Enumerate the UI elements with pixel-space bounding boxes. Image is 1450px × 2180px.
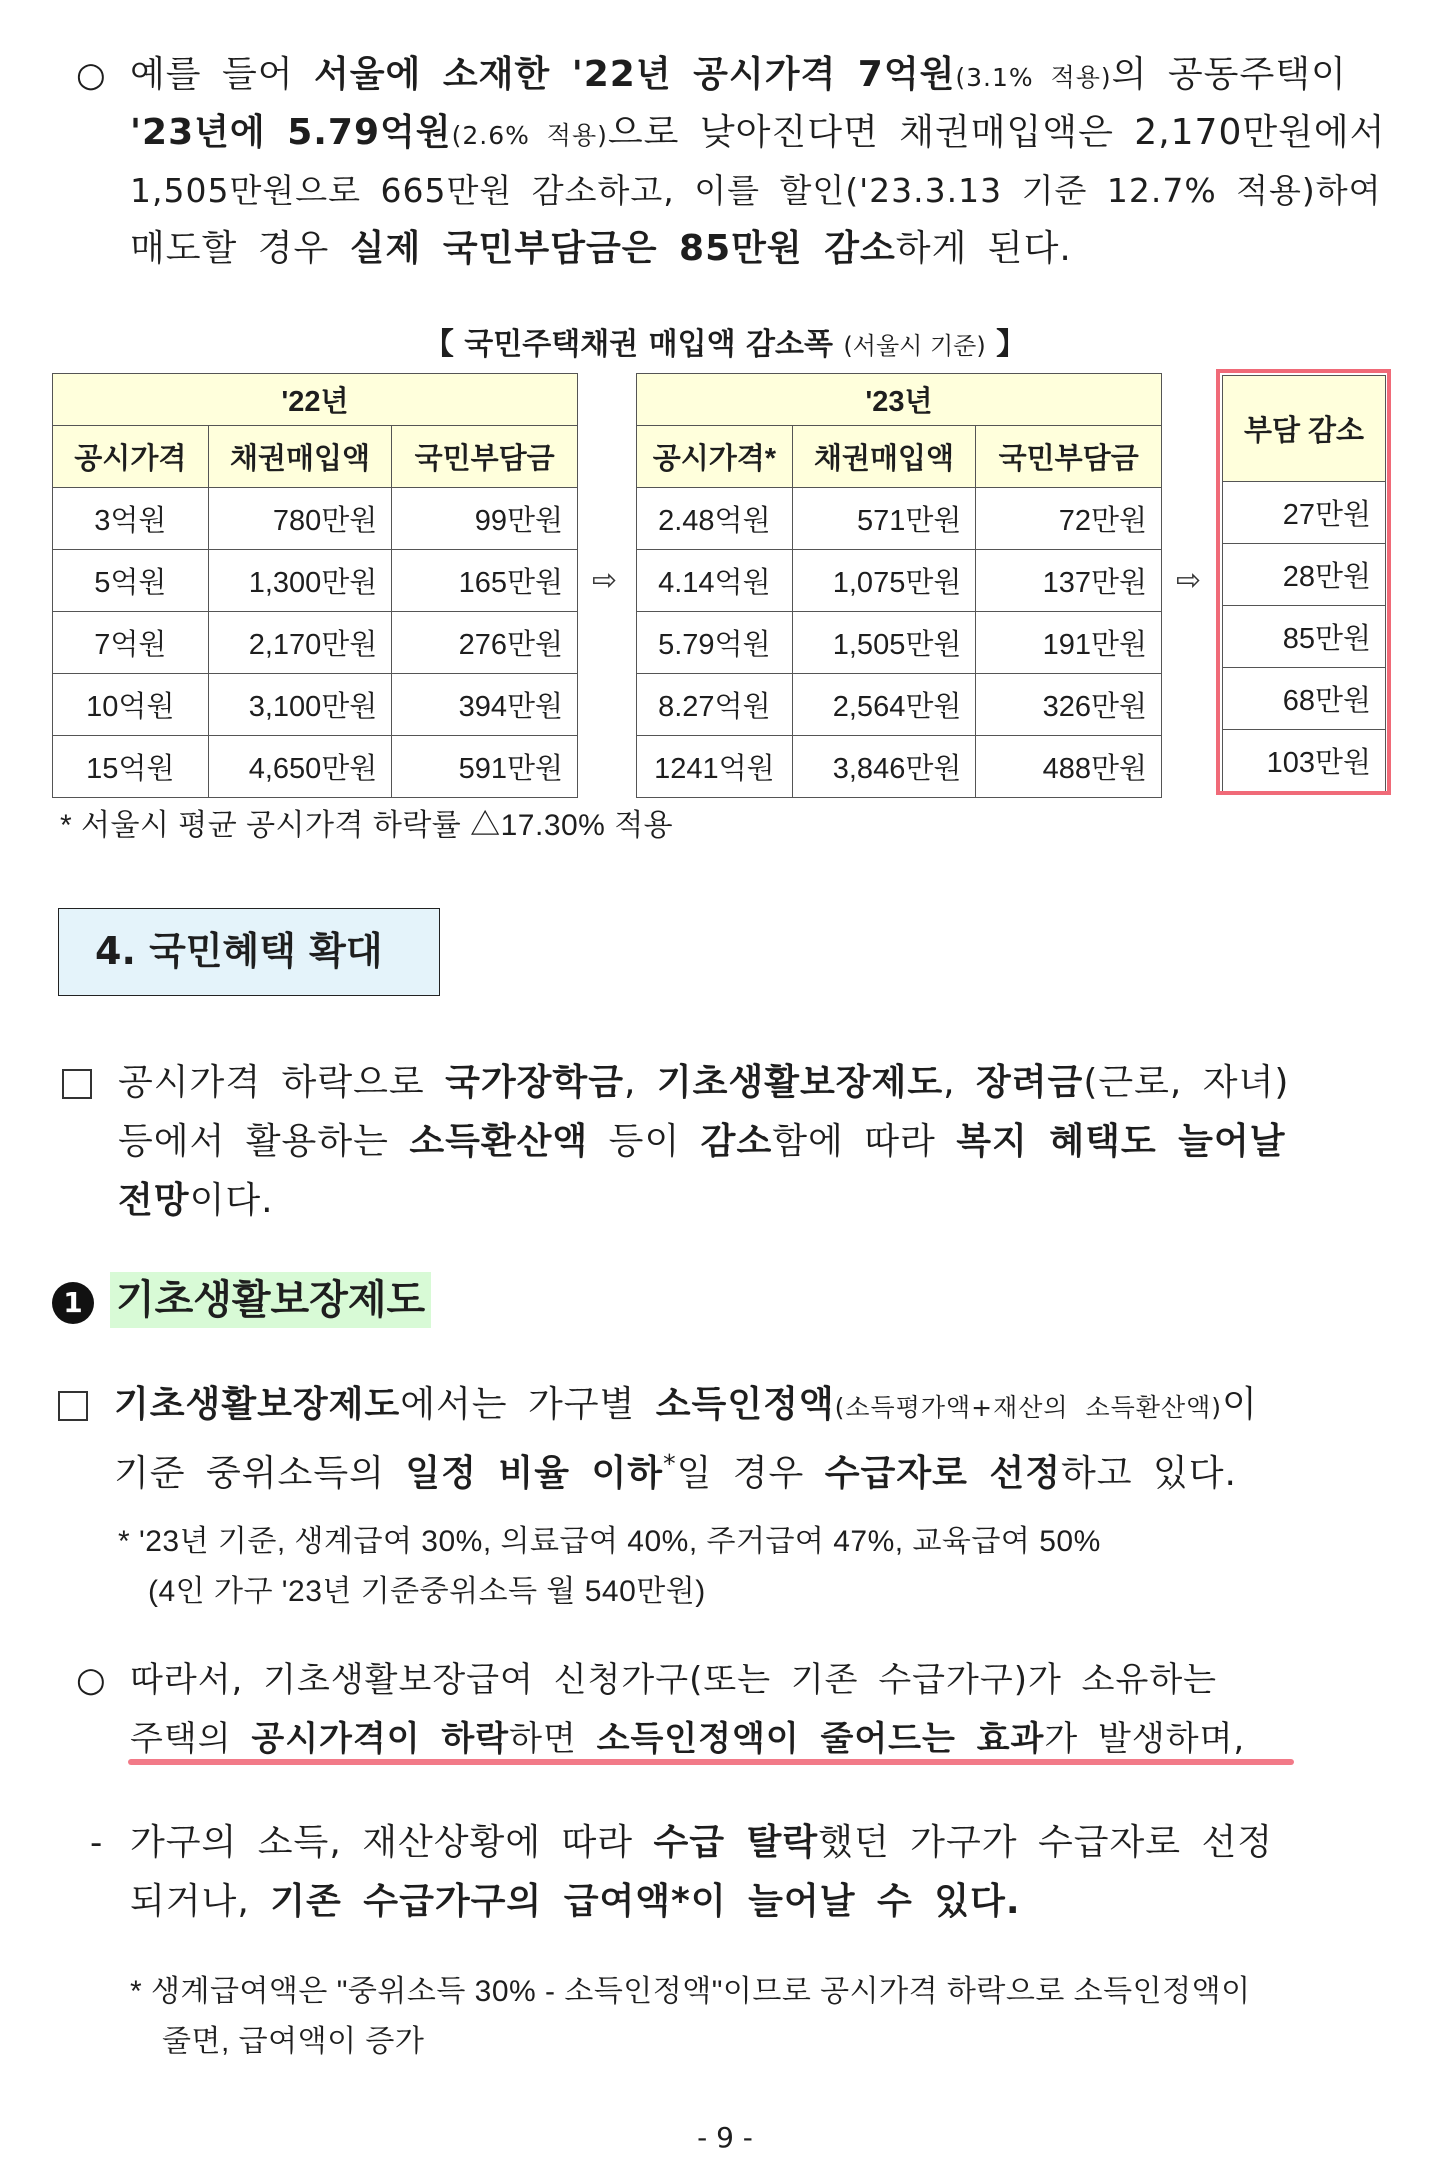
text: 이다.	[189, 1180, 274, 1221]
table-row	[53, 612, 578, 674]
para2-note-1: * '23년 기준, 생계급여 30%, 의료급여 40%, 주거급여 47%, 교육급여 50%	[118, 1525, 1101, 1558]
circle-bullet: ○	[76, 1660, 106, 1700]
asterisk: *	[663, 1449, 677, 1478]
cell: 68만원	[1223, 668, 1386, 730]
para2-line-1	[114, 1380, 1258, 1433]
small-text: (3.1% 적용)	[955, 63, 1112, 92]
subsection-title: 기초생활보장제도	[110, 1272, 431, 1328]
text: ,	[943, 1062, 976, 1103]
caption-subtitle: (서울시 기준)	[843, 332, 986, 360]
cell: 276만원	[392, 612, 578, 674]
para2-note-2: (4인 가구 '23년 기준중위소득 월 540만원)	[148, 1575, 706, 1608]
section-title: 4. 국민혜택 확대	[58, 908, 440, 996]
text: 주택의	[130, 1719, 252, 1759]
col-header: 채권매입액	[792, 426, 976, 488]
bold-text: '23년에 5.79억원	[130, 112, 452, 153]
intro-line-3: 1,505만원으로 665만원 감소하고, 이를 할인('23.3.13 기준 12.7% 적용)하여	[130, 171, 1382, 210]
text: 예를 들어	[130, 54, 314, 95]
text: 등이	[588, 1121, 701, 1162]
text: 하게 된다.	[895, 228, 1072, 269]
group-header-2022: '22년	[53, 374, 578, 426]
table-row	[53, 550, 578, 612]
cell: 15억원	[53, 736, 209, 798]
para3-line-1: 따라서, 기초생활보장급여 신청가구(또는 기존 수급가구)가 소유하는	[130, 1660, 1218, 1700]
para1-line-1	[118, 1058, 1289, 1108]
bold-text: 국가장학금	[445, 1062, 624, 1103]
col-header-reduction: 부담 감소	[1223, 376, 1386, 482]
caption-title: 국민주택채권 매입액 감소폭	[464, 327, 833, 362]
table-row	[53, 674, 578, 736]
text: 했던 가구가 수급자로 선정	[818, 1822, 1274, 1863]
para4-line-1	[130, 1818, 1273, 1868]
bold-text: 소득인정액이 줄어드는 효과	[596, 1719, 1045, 1759]
right-arrow-icon: ⇨	[1176, 563, 1202, 598]
table-2022	[52, 373, 578, 798]
para3-line-2	[130, 1714, 1245, 1764]
checkbox-square-icon	[58, 1391, 88, 1421]
bold-text: 장려금	[976, 1062, 1084, 1103]
bold-text: 서울에 소재한 '22년 공시가격 7억원	[314, 54, 956, 95]
cell: 488만원	[976, 736, 1162, 798]
para1-line-2	[118, 1117, 1286, 1167]
group-header-2023: '23년	[637, 374, 1162, 426]
text: 으로 낮아진다면 채권매입액은 2,170만원에서	[607, 112, 1386, 153]
intro-line-1	[130, 50, 1347, 103]
column-header-row	[637, 426, 1162, 488]
cell: 137만원	[976, 550, 1162, 612]
bold-text: 감소	[700, 1121, 773, 1162]
cell: 4.14억원	[637, 550, 793, 612]
text: 기준 중위소득의	[114, 1453, 406, 1494]
bold-text: 소득환산액	[409, 1121, 589, 1162]
cell: 7억원	[53, 612, 209, 674]
cell: 103만원	[1223, 730, 1386, 792]
text: 함에 따라	[772, 1121, 957, 1162]
cell: 1,300만원	[208, 550, 392, 612]
table-row	[637, 550, 1162, 612]
text: 되거나,	[130, 1881, 271, 1922]
number-one-icon: 1	[52, 1282, 94, 1324]
cell: 780만원	[208, 488, 392, 550]
bracket: 【	[423, 327, 454, 362]
cell: 191만원	[976, 612, 1162, 674]
column-header-row	[53, 426, 578, 488]
text: 이	[1222, 1384, 1258, 1425]
cell: 8.27억원	[637, 674, 793, 736]
table-row	[637, 736, 1162, 798]
cell: 3억원	[53, 488, 209, 550]
bold-text: 전망	[118, 1180, 190, 1221]
text: 매도할 경우	[130, 228, 350, 269]
text: 등에서 활용하는	[118, 1121, 410, 1162]
cell: 5.79억원	[637, 612, 793, 674]
dash-bullet: -	[90, 1823, 103, 1863]
table-row	[53, 488, 578, 550]
bold-text: 공시가격이 하락	[251, 1719, 510, 1759]
table-footnote: * 서울시 평균 공시가격 하락률 △17.30% 적용	[60, 809, 674, 842]
text: 공시가격 하락으로	[118, 1062, 446, 1103]
col-header: 공시가격*	[637, 426, 793, 488]
group-header-row	[53, 374, 578, 426]
para4-note-2: 줄면, 급여액이 증가	[162, 2025, 425, 2058]
text: 하면	[509, 1719, 597, 1759]
bold-text: 소득인정액	[655, 1384, 835, 1425]
bold-text: 복지 혜택도 늘어날	[956, 1121, 1286, 1162]
cell: 1,075만원	[792, 550, 976, 612]
right-arrow-icon: ⇨	[592, 563, 618, 598]
cell: 1241억원	[637, 736, 793, 798]
cell: 85만원	[1223, 606, 1386, 668]
circle-bullet: ○	[76, 55, 106, 95]
text: 가구의 소득, 재산상황에 따라	[130, 1822, 654, 1863]
cell: 2,564만원	[792, 674, 976, 736]
text: 의 공동주택이	[1111, 54, 1347, 95]
bold-text: 기초생활보장제도	[656, 1062, 944, 1103]
bold-text: 기존 수급가구의 급여액*이 늘어날 수 있다.	[270, 1881, 1021, 1922]
cell: 10억원	[53, 674, 209, 736]
cell: 5억원	[53, 550, 209, 612]
reduction-highlight-frame	[1216, 369, 1391, 795]
cell: 3,100만원	[208, 674, 392, 736]
text: 하고 있다.	[1060, 1453, 1237, 1494]
bold-text: 기초생활보장제도	[114, 1384, 401, 1425]
cell: 3,846만원	[792, 736, 976, 798]
para4-line-2	[130, 1877, 1021, 1927]
bold-text: 수급 탈락	[653, 1822, 819, 1863]
para2-line-2	[114, 1439, 1237, 1499]
bold-text: 수급자로 선정	[824, 1453, 1061, 1494]
cell: 571만원	[792, 488, 976, 550]
table-row	[637, 488, 1162, 550]
page-number: - 9 -	[697, 2121, 753, 2154]
cell: 2,170만원	[208, 612, 392, 674]
para4-note-1: * 생계급여액은 "중위소득 30% - 소득인정액"이므로 공시가격 하락으로 소득인정액이	[130, 1975, 1251, 2008]
cell: 1,505만원	[792, 612, 976, 674]
col-header: 국민부담금	[392, 426, 578, 488]
cell: 99만원	[392, 488, 578, 550]
cell: 394만원	[392, 674, 578, 736]
table-2023	[636, 373, 1162, 798]
table-caption	[0, 325, 1450, 366]
cell: 28만원	[1223, 544, 1386, 606]
highlight-underline	[128, 1759, 1294, 1765]
intro-line-4	[130, 224, 1072, 274]
small-text: (2.6% 적용)	[451, 121, 608, 150]
text: 가 발생하며,	[1044, 1719, 1246, 1759]
cell: 27만원	[1223, 482, 1386, 544]
para1-line-3	[118, 1176, 274, 1226]
cell: 165만원	[392, 550, 578, 612]
cell: 4,650만원	[208, 736, 392, 798]
table-row	[637, 612, 1162, 674]
table-row	[637, 674, 1162, 736]
text: (근로, 자녀)	[1083, 1062, 1290, 1103]
small-text: (소득평가액+재산의 소득환산액)	[834, 1393, 1223, 1422]
text: 일 경우	[676, 1453, 825, 1494]
cell: 591만원	[392, 736, 578, 798]
cell: 72만원	[976, 488, 1162, 550]
col-header: 채권매입액	[208, 426, 392, 488]
cell: 2.48억원	[637, 488, 793, 550]
text: 에서는 가구별	[400, 1384, 656, 1425]
table-row	[53, 736, 578, 798]
col-header: 공시가격	[53, 426, 209, 488]
group-header-row	[637, 374, 1162, 426]
col-header: 국민부담금	[976, 426, 1162, 488]
bold-text: 일정 비율 이하	[405, 1453, 664, 1494]
checkbox-square-icon	[62, 1069, 92, 1099]
text: ,	[624, 1062, 657, 1103]
bracket: 】	[996, 327, 1027, 362]
intro-line-2	[130, 108, 1385, 161]
cell: 326만원	[976, 674, 1162, 736]
bold-text: 실제 국민부담금은 85만원 감소	[349, 228, 896, 269]
